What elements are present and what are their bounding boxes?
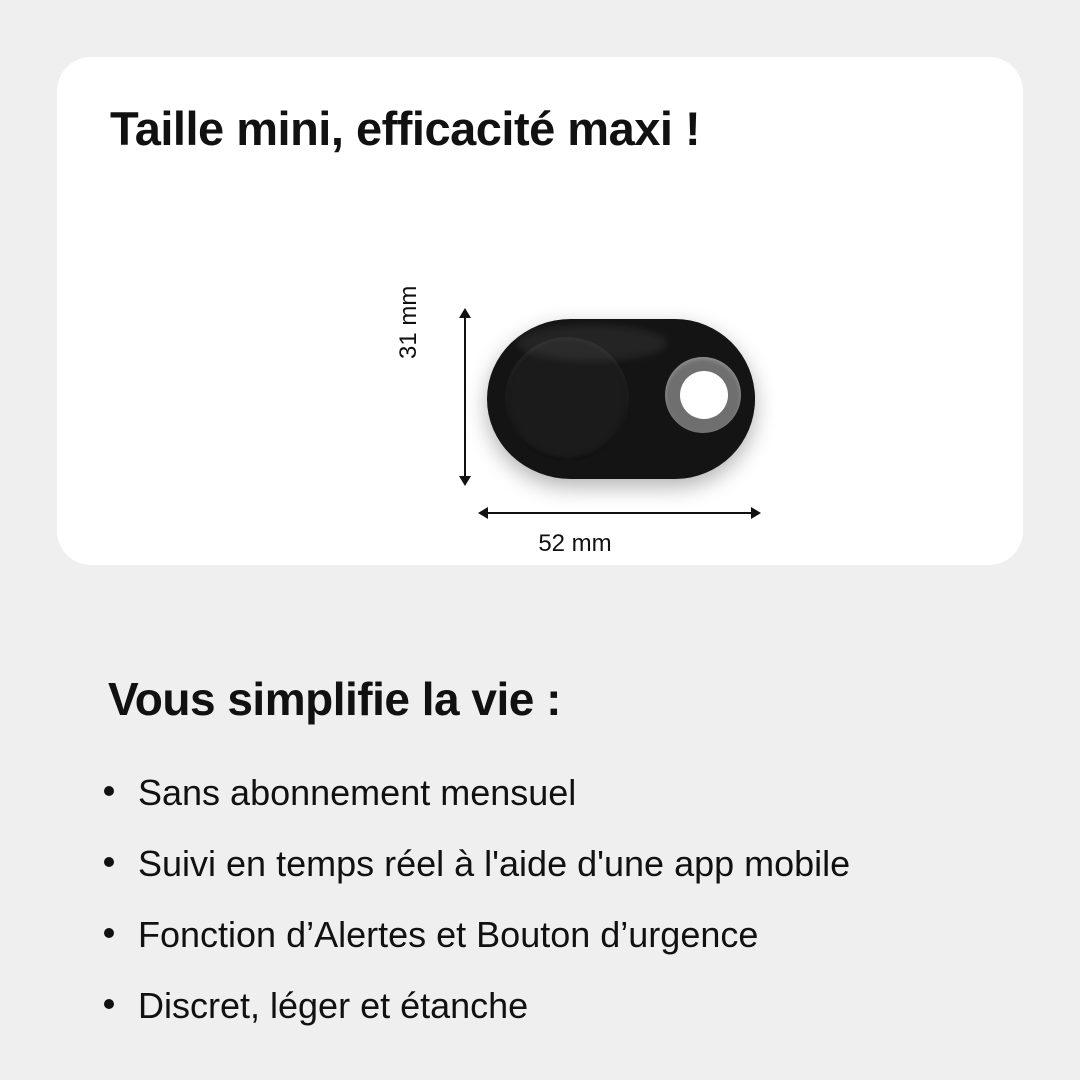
tracker-device-image <box>487 319 755 479</box>
list-item <box>104 843 850 885</box>
list-item-label: Fonction d’Alertes et Bouton d’urgence <box>138 914 759 955</box>
card-title: Taille mini, efficacité maxi ! <box>110 102 701 155</box>
bullet-dot-icon <box>104 999 114 1009</box>
list-item <box>104 985 850 1027</box>
width-dimension-label: 52 mm <box>538 530 612 557</box>
list-item <box>104 914 850 956</box>
device-highlight <box>517 325 667 361</box>
device-keyring-hole <box>680 371 728 419</box>
features-list <box>104 772 850 1056</box>
width-dimension-arrow-icon <box>487 512 752 514</box>
list-item-label: Suivi en temps réel à l'aide d'une app mobile <box>138 843 851 884</box>
list-item-label: Sans abonnement mensuel <box>138 772 577 813</box>
height-dimension-arrow-icon <box>464 317 466 477</box>
list-item <box>104 772 850 814</box>
bullet-dot-icon <box>104 786 114 796</box>
height-dimension-label: 31 mm <box>395 285 422 359</box>
features-title: Vous simplifie la vie : <box>108 673 561 725</box>
bullet-dot-icon <box>104 928 114 938</box>
list-item-label: Discret, léger et étanche <box>138 985 529 1026</box>
bullet-dot-icon <box>104 857 114 867</box>
product-size-card <box>57 57 1023 565</box>
product-dimension-figure <box>347 247 767 557</box>
